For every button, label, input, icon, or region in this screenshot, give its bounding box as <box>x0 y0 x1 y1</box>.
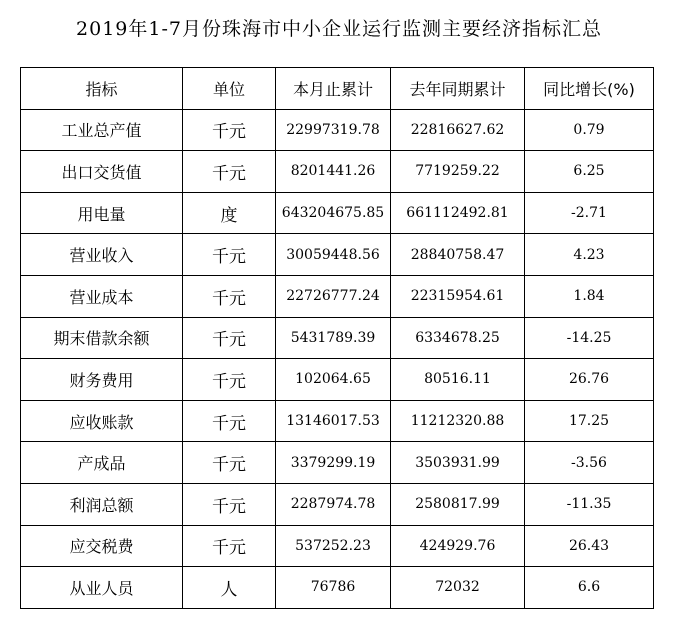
table-row <box>21 483 654 525</box>
cell-current-cumulative: 13146017.53 <box>276 400 391 442</box>
page-title: 2019年1-7月份珠海市中小企业运行监测主要经济指标汇总 <box>76 18 602 40</box>
cell-current-cumulative: 22726777.24 <box>276 275 391 317</box>
header-unit: 单位 <box>183 68 276 110</box>
table-row <box>21 400 654 442</box>
cell-current-cumulative: 643204675.85 <box>276 192 391 234</box>
cell-current-cumulative: 5431789.39 <box>276 317 391 359</box>
cell-indicator: 产成品 <box>21 442 183 484</box>
table-row <box>21 525 654 567</box>
cell-current-cumulative: 76786 <box>276 567 391 609</box>
cell-indicator: 出口交货值 <box>21 151 183 193</box>
table-row <box>21 442 654 484</box>
cell-last-year-cumulative: 2580817.99 <box>391 483 525 525</box>
cell-unit: 千元 <box>183 151 276 193</box>
table-row <box>21 151 654 193</box>
cell-yoy-growth: 1.84 <box>525 275 654 317</box>
cell-unit: 千元 <box>183 317 276 359</box>
cell-unit: 千元 <box>183 234 276 276</box>
cell-yoy-growth: -3.56 <box>525 442 654 484</box>
cell-current-cumulative: 3379299.19 <box>276 442 391 484</box>
cell-indicator: 利润总额 <box>21 483 183 525</box>
cell-indicator: 营业成本 <box>21 275 183 317</box>
cell-yoy-growth: 26.43 <box>525 525 654 567</box>
cell-unit: 千元 <box>183 442 276 484</box>
table-row <box>21 192 654 234</box>
table-row <box>21 234 654 276</box>
cell-unit: 千元 <box>183 483 276 525</box>
cell-current-cumulative: 537252.23 <box>276 525 391 567</box>
cell-indicator: 期末借款余额 <box>21 317 183 359</box>
cell-indicator: 从业人员 <box>21 567 183 609</box>
cell-indicator: 应交税费 <box>21 525 183 567</box>
cell-current-cumulative: 30059448.56 <box>276 234 391 276</box>
cell-last-year-cumulative: 11212320.88 <box>391 400 525 442</box>
table-row <box>21 567 654 609</box>
cell-yoy-growth: -11.35 <box>525 483 654 525</box>
cell-last-year-cumulative: 3503931.99 <box>391 442 525 484</box>
cell-indicator: 应收账款 <box>21 400 183 442</box>
cell-last-year-cumulative: 661112492.81 <box>391 192 525 234</box>
cell-yoy-growth: 6.6 <box>525 567 654 609</box>
header-last-year-cumulative: 去年同期累计 <box>391 68 525 110</box>
cell-current-cumulative: 102064.65 <box>276 359 391 401</box>
cell-unit: 千元 <box>183 525 276 567</box>
cell-last-year-cumulative: 80516.11 <box>391 359 525 401</box>
cell-yoy-growth: -14.25 <box>525 317 654 359</box>
cell-unit: 千元 <box>183 400 276 442</box>
cell-yoy-growth: 26.76 <box>525 359 654 401</box>
cell-last-year-cumulative: 7719259.22 <box>391 151 525 193</box>
cell-current-cumulative: 22997319.78 <box>276 109 391 151</box>
cell-last-year-cumulative: 6334678.25 <box>391 317 525 359</box>
cell-indicator: 工业总产值 <box>21 109 183 151</box>
header-yoy-growth: 同比增长(%) <box>525 68 654 110</box>
cell-unit: 度 <box>183 192 276 234</box>
cell-indicator: 财务费用 <box>21 359 183 401</box>
table-row <box>21 109 654 151</box>
cell-last-year-cumulative: 22816627.62 <box>391 109 525 151</box>
cell-yoy-growth: 17.25 <box>525 400 654 442</box>
cell-yoy-growth: -2.71 <box>525 192 654 234</box>
cell-yoy-growth: 4.23 <box>525 234 654 276</box>
cell-unit: 千元 <box>183 275 276 317</box>
cell-indicator: 用电量 <box>21 192 183 234</box>
header-indicator: 指标 <box>21 68 183 110</box>
cell-last-year-cumulative: 22315954.61 <box>391 275 525 317</box>
cell-unit: 千元 <box>183 109 276 151</box>
cell-yoy-growth: 0.79 <box>525 109 654 151</box>
table-row <box>21 359 654 401</box>
cell-yoy-growth: 6.25 <box>525 151 654 193</box>
cell-last-year-cumulative: 424929.76 <box>391 525 525 567</box>
cell-current-cumulative: 2287974.78 <box>276 483 391 525</box>
cell-unit: 人 <box>183 567 276 609</box>
table-row <box>21 317 654 359</box>
table-header-row <box>21 68 654 110</box>
table-row <box>21 275 654 317</box>
cell-unit: 千元 <box>183 359 276 401</box>
cell-current-cumulative: 8201441.26 <box>276 151 391 193</box>
indicator-table <box>20 67 654 609</box>
cell-last-year-cumulative: 72032 <box>391 567 525 609</box>
header-current-cumulative: 本月止累计 <box>276 68 391 110</box>
cell-last-year-cumulative: 28840758.47 <box>391 234 525 276</box>
cell-indicator: 营业收入 <box>21 234 183 276</box>
